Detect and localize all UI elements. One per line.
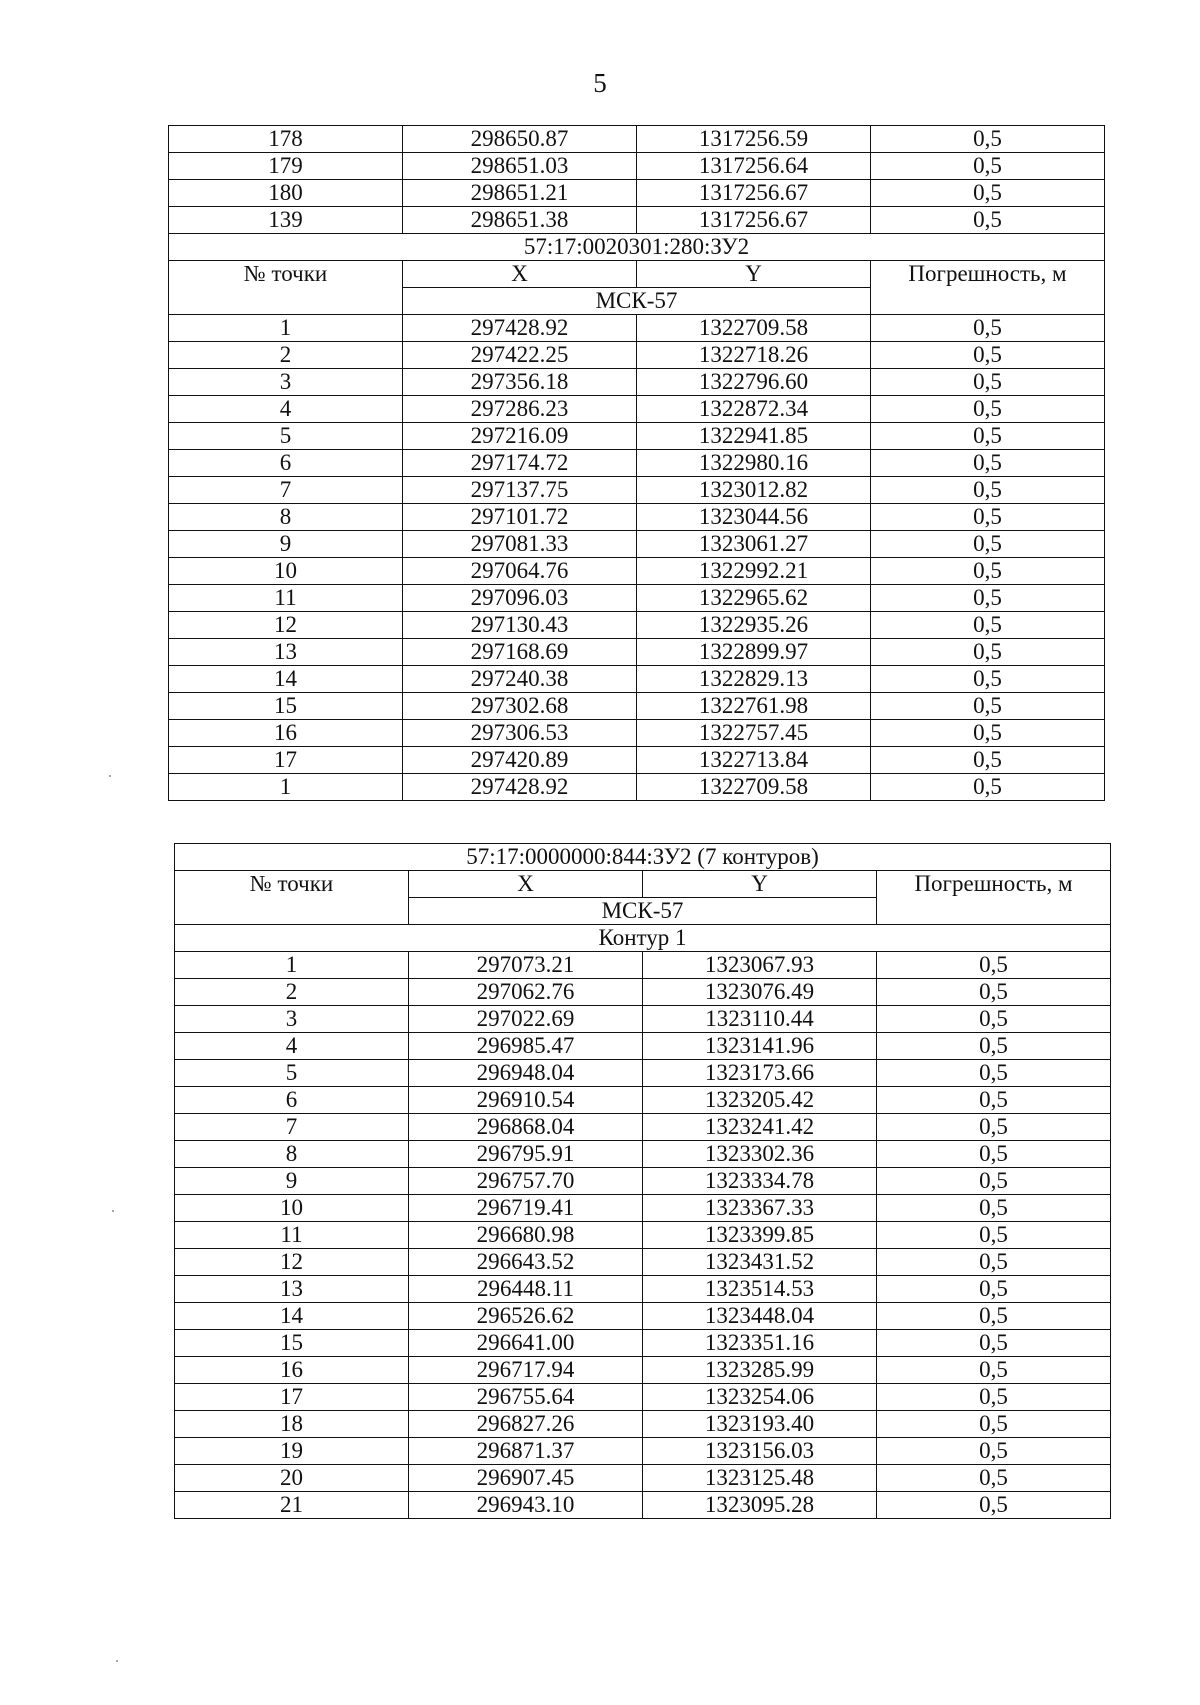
table-row [175,1006,1111,1033]
x-cell: 297356.18 [403,369,637,396]
table-row [169,774,1105,801]
point-number-cell: 12 [175,1249,409,1276]
table-row [175,1114,1111,1141]
y-cell: 1323110.44 [643,1006,877,1033]
table-row [175,1087,1111,1114]
error-cell: 0,5 [871,477,1105,504]
error-cell: 0,5 [871,423,1105,450]
table-row [169,450,1105,477]
error-cell: 0,5 [871,693,1105,720]
x-cell: 297422.25 [403,342,637,369]
point-number-cell: 8 [169,504,403,531]
y-cell: 1323193.40 [643,1411,877,1438]
point-number-cell: 14 [169,666,403,693]
error-header: Погрешность, м [871,261,1105,315]
point-number-cell: 20 [175,1465,409,1492]
x-cell: 296641.00 [409,1330,643,1357]
point-number-cell: 15 [175,1330,409,1357]
y-cell: 1323067.93 [643,952,877,979]
x-header: X [403,261,637,288]
x-cell: 297168.69 [403,639,637,666]
error-cell: 0,5 [877,1303,1111,1330]
error-cell: 0,5 [871,720,1105,747]
x-cell: 296755.64 [409,1384,643,1411]
x-cell: 297137.75 [403,477,637,504]
table-row [169,639,1105,666]
x-cell: 298651.21 [403,180,637,207]
error-cell: 0,5 [877,1222,1111,1249]
point-number-cell: 6 [169,450,403,477]
section-title: 57:17:0020301:280:ЗУ2 [169,234,1105,261]
point-number-cell: 13 [175,1276,409,1303]
x-cell: 297081.33 [403,531,637,558]
table-row [175,1141,1111,1168]
table-row [169,666,1105,693]
point-number-cell: 6 [175,1087,409,1114]
error-cell: 0,5 [877,952,1111,979]
y-cell: 1322709.58 [637,774,871,801]
point-number-cell: 12 [169,612,403,639]
contour-title-row [175,925,1111,952]
table-row [169,504,1105,531]
section-title: 57:17:0000000:844:ЗУ2 (7 контуров) [175,844,1111,871]
page-number: 5 [593,68,607,98]
y-cell: 1323205.42 [643,1087,877,1114]
y-cell: 1323095.28 [643,1492,877,1519]
column-header-row [169,261,1105,288]
y-cell: 1322713.84 [637,747,871,774]
table-row [175,1303,1111,1330]
x-cell: 296795.91 [409,1141,643,1168]
error-cell: 0,5 [871,396,1105,423]
x-cell: 297216.09 [403,423,637,450]
x-cell: 297420.89 [403,747,637,774]
x-cell: 296948.04 [409,1060,643,1087]
point-number-cell: 16 [175,1357,409,1384]
x-cell: 296943.10 [409,1492,643,1519]
y-cell: 1323044.56 [637,504,871,531]
x-cell: 297064.76 [403,558,637,585]
error-cell: 0,5 [871,585,1105,612]
point-number-cell: 14 [175,1303,409,1330]
error-cell: 0,5 [871,126,1105,153]
y-cell: 1323061.27 [637,531,871,558]
error-cell: 0,5 [877,1249,1111,1276]
coordinates-table-2 [174,843,1110,1519]
point-number-cell: 180 [169,180,403,207]
point-number-cell: 139 [169,207,403,234]
table-row [169,585,1105,612]
x-cell: 296526.62 [409,1303,643,1330]
y-cell: 1317256.67 [637,180,871,207]
point-number-header: № точки [169,261,403,315]
column-header-row [175,871,1111,898]
error-cell: 0,5 [871,666,1105,693]
y-cell: 1323367.33 [643,1195,877,1222]
table-row [175,1465,1111,1492]
table-row [175,1492,1111,1519]
error-cell: 0,5 [871,342,1105,369]
error-cell: 0,5 [877,1114,1111,1141]
table-row [169,612,1105,639]
point-number-cell: 1 [175,952,409,979]
x-header: X [409,871,643,898]
x-cell: 297428.92 [403,315,637,342]
y-cell: 1322829.13 [637,666,871,693]
table-row [169,558,1105,585]
table-row [169,693,1105,720]
x-cell: 296643.52 [409,1249,643,1276]
y-cell: 1323351.16 [643,1330,877,1357]
x-cell: 296868.04 [409,1114,643,1141]
table-row [175,979,1111,1006]
point-number-cell: 2 [175,979,409,1006]
point-number-cell: 7 [169,477,403,504]
error-cell: 0,5 [871,504,1105,531]
y-cell: 1322709.58 [637,315,871,342]
y-cell: 1323156.03 [643,1438,877,1465]
error-cell: 0,5 [871,315,1105,342]
point-number-cell: 5 [169,423,403,450]
error-cell: 0,5 [877,1006,1111,1033]
point-number-cell: 179 [169,153,403,180]
y-cell: 1322965.62 [637,585,871,612]
table-row [169,720,1105,747]
x-cell: 296719.41 [409,1195,643,1222]
table-row [169,477,1105,504]
y-cell: 1322899.97 [637,639,871,666]
table-row [169,747,1105,774]
y-header: Y [637,261,871,288]
y-cell: 1323448.04 [643,1303,877,1330]
y-cell: 1323302.36 [643,1141,877,1168]
error-cell: 0,5 [877,979,1111,1006]
point-number-cell: 11 [169,585,403,612]
y-cell: 1317256.67 [637,207,871,234]
x-cell: 298651.03 [403,153,637,180]
point-number-cell: 5 [175,1060,409,1087]
table-row [175,1033,1111,1060]
error-cell: 0,5 [871,153,1105,180]
x-cell: 297286.23 [403,396,637,423]
table-row [175,1357,1111,1384]
x-cell: 297240.38 [403,666,637,693]
error-cell: 0,5 [877,1411,1111,1438]
x-cell: 298651.38 [403,207,637,234]
point-number-cell: 178 [169,126,403,153]
y-cell: 1323241.42 [643,1114,877,1141]
error-cell: 0,5 [877,1357,1111,1384]
table-row [169,126,1105,153]
y-header: Y [643,871,877,898]
error-cell: 0,5 [877,1033,1111,1060]
error-cell: 0,5 [877,1060,1111,1087]
y-cell: 1322757.45 [637,720,871,747]
x-cell: 296910.54 [409,1087,643,1114]
point-number-cell: 18 [175,1411,409,1438]
error-cell: 0,5 [877,1384,1111,1411]
point-number-cell: 3 [175,1006,409,1033]
x-cell: 297101.72 [403,504,637,531]
point-number-cell: 15 [169,693,403,720]
y-cell: 1322796.60 [637,369,871,396]
table-row [169,531,1105,558]
y-cell: 1323125.48 [643,1465,877,1492]
table-row [169,315,1105,342]
x-cell: 296827.26 [409,1411,643,1438]
error-cell: 0,5 [871,639,1105,666]
error-cell: 0,5 [877,1465,1111,1492]
error-cell: 0,5 [877,1330,1111,1357]
point-number-cell: 10 [169,558,403,585]
point-number-cell: 11 [175,1222,409,1249]
y-cell: 1322872.34 [637,396,871,423]
x-cell: 297022.69 [409,1006,643,1033]
y-cell: 1323076.49 [643,979,877,1006]
error-cell: 0,5 [877,1087,1111,1114]
point-number-cell: 4 [175,1033,409,1060]
error-cell: 0,5 [871,774,1105,801]
point-number-cell: 17 [175,1384,409,1411]
point-number-cell: 9 [175,1168,409,1195]
y-cell: 1323399.85 [643,1222,877,1249]
section-title-row [175,844,1111,871]
error-cell: 0,5 [871,558,1105,585]
y-cell: 1323141.96 [643,1033,877,1060]
error-cell: 0,5 [877,1276,1111,1303]
table-row [169,207,1105,234]
table-row [175,1276,1111,1303]
error-cell: 0,5 [871,531,1105,558]
table-row [175,1330,1111,1357]
point-number-cell: 13 [169,639,403,666]
x-cell: 296907.45 [409,1465,643,1492]
coordinate-system: МСК-57 [403,288,871,315]
error-cell: 0,5 [877,1438,1111,1465]
x-cell: 296680.98 [409,1222,643,1249]
x-cell: 296985.47 [409,1033,643,1060]
y-cell: 1323173.66 [643,1060,877,1087]
x-cell: 297062.76 [409,979,643,1006]
table-row [175,1249,1111,1276]
continuation-rows [169,126,1105,234]
scan-speck [112,1210,114,1212]
y-cell: 1322992.21 [637,558,871,585]
section-title-row [169,234,1105,261]
error-cell: 0,5 [871,369,1105,396]
point-number-cell: 9 [169,531,403,558]
y-cell: 1317256.64 [637,153,871,180]
x-cell: 297306.53 [403,720,637,747]
table-row [175,1411,1111,1438]
point-number-cell: 4 [169,396,403,423]
point-number-cell: 2 [169,342,403,369]
y-cell: 1322761.98 [637,693,871,720]
table-row [175,1222,1111,1249]
x-cell: 296448.11 [409,1276,643,1303]
x-cell: 297130.43 [403,612,637,639]
y-cell: 1323431.52 [643,1249,877,1276]
x-cell: 297174.72 [403,450,637,477]
table-row [169,342,1105,369]
error-header: Погрешность, м [877,871,1111,925]
point-number-cell: 10 [175,1195,409,1222]
table-row [175,1384,1111,1411]
table-1-body [169,315,1105,801]
point-number-cell: 3 [169,369,403,396]
x-cell: 296717.94 [409,1357,643,1384]
table-row [169,369,1105,396]
point-number-cell: 8 [175,1141,409,1168]
x-cell: 297096.03 [403,585,637,612]
y-cell: 1323285.99 [643,1357,877,1384]
error-cell: 0,5 [877,1168,1111,1195]
y-cell: 1322935.26 [637,612,871,639]
table-row [175,1195,1111,1222]
x-cell: 296757.70 [409,1168,643,1195]
error-cell: 0,5 [871,180,1105,207]
table-2-body [175,952,1111,1519]
point-number-cell: 19 [175,1438,409,1465]
scan-speck [109,775,111,777]
point-number-cell: 21 [175,1492,409,1519]
y-cell: 1323254.06 [643,1384,877,1411]
contour-title: Контур 1 [175,925,1111,952]
table-row [175,952,1111,979]
table-row [169,153,1105,180]
table-row [169,396,1105,423]
coordinate-system: МСК-57 [409,898,877,925]
error-cell: 0,5 [877,1492,1111,1519]
scan-speck [116,1660,118,1662]
x-cell: 297302.68 [403,693,637,720]
point-number-cell: 1 [169,774,403,801]
y-cell: 1323012.82 [637,477,871,504]
point-number-cell: 7 [175,1114,409,1141]
x-cell: 297428.92 [403,774,637,801]
table-row [175,1060,1111,1087]
coordinates-table-1 [168,125,1104,801]
error-cell: 0,5 [871,450,1105,477]
table-row [169,423,1105,450]
error-cell: 0,5 [871,612,1105,639]
y-cell: 1323514.53 [643,1276,877,1303]
y-cell: 1317256.59 [637,126,871,153]
x-cell: 296871.37 [409,1438,643,1465]
y-cell: 1323334.78 [643,1168,877,1195]
error-cell: 0,5 [871,207,1105,234]
x-cell: 298650.87 [403,126,637,153]
error-cell: 0,5 [877,1141,1111,1168]
point-number-cell: 17 [169,747,403,774]
table-row [175,1438,1111,1465]
y-cell: 1322718.26 [637,342,871,369]
point-number-header: № точки [175,871,409,925]
table-row [175,1168,1111,1195]
y-cell: 1322980.16 [637,450,871,477]
point-number-cell: 1 [169,315,403,342]
point-number-cell: 16 [169,720,403,747]
x-cell: 297073.21 [409,952,643,979]
y-cell: 1322941.85 [637,423,871,450]
table-row [169,180,1105,207]
error-cell: 0,5 [877,1195,1111,1222]
error-cell: 0,5 [871,747,1105,774]
